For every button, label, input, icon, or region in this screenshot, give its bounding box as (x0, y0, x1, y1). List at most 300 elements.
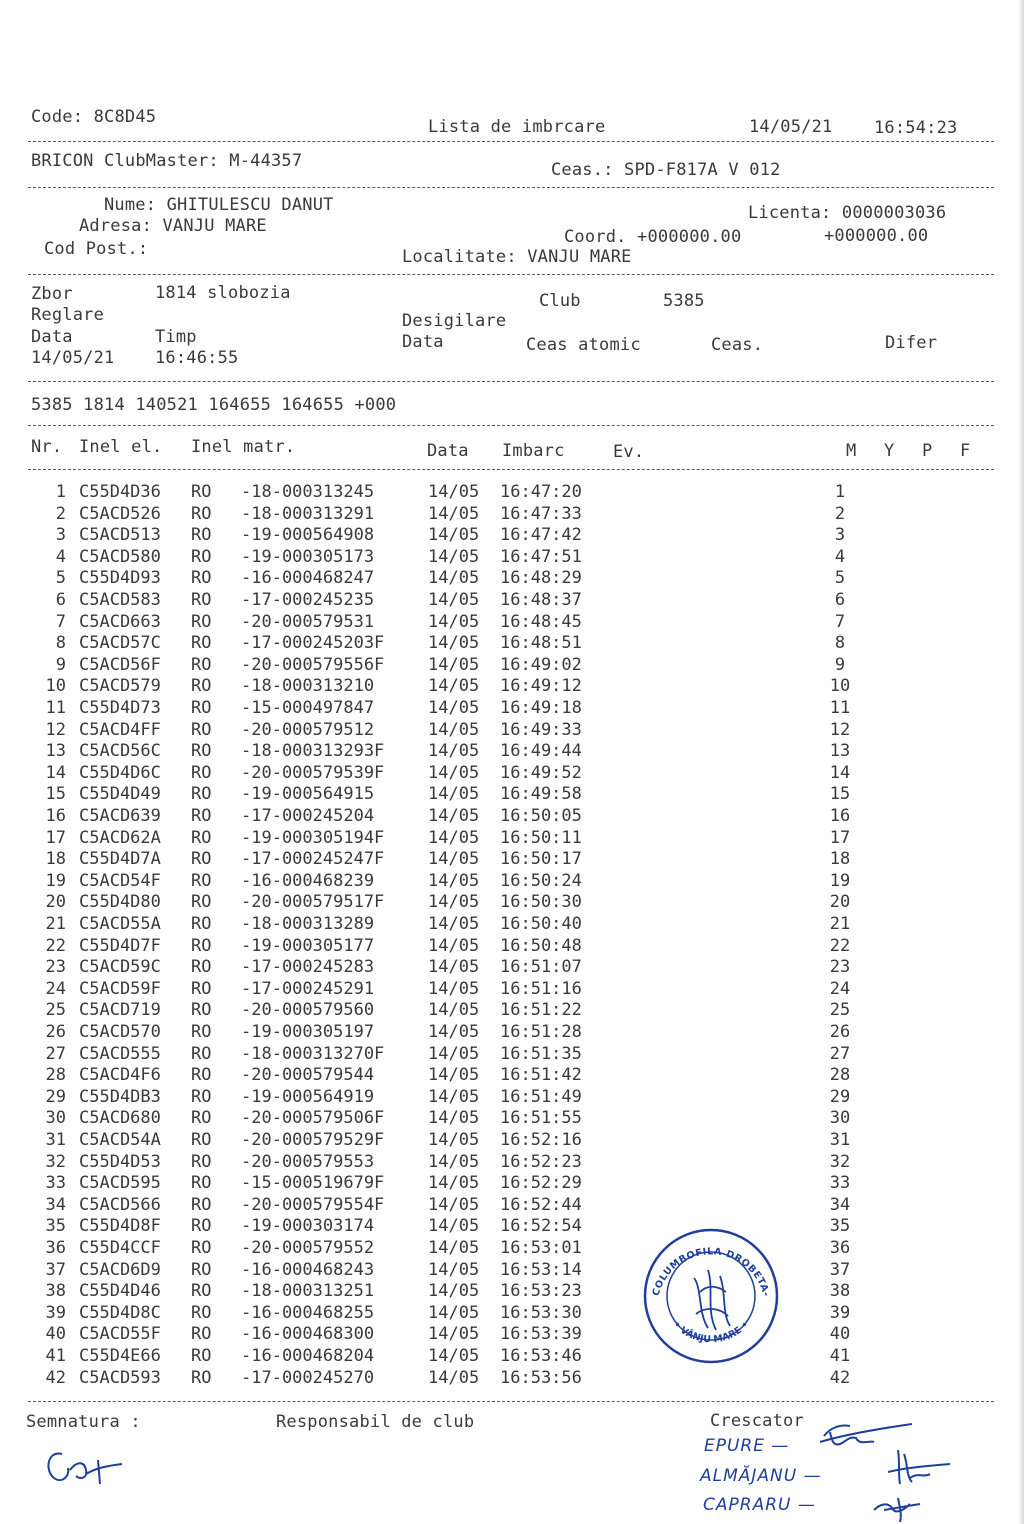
table-row (0, 956, 1024, 978)
basket-time: 16:48:37 (500, 590, 582, 610)
basket-time: 16:51:22 (500, 1000, 582, 1021)
ring-electronic: C5ACD570 (79, 1022, 161, 1042)
basket-time: 16:51:35 (500, 1043, 582, 1064)
basket-date: 14/05 (428, 568, 480, 589)
table-row (0, 567, 1024, 589)
basket-time: 16:51:49 (500, 1086, 582, 1107)
row-number: 13 (45, 741, 66, 762)
basket-date: 14/05 (428, 1130, 480, 1150)
basket-time: 16:47:51 (500, 546, 582, 567)
ring-country: RO (191, 1281, 212, 1302)
basket-time: 16:50:11 (500, 827, 582, 848)
signature-mark (40, 1440, 130, 1490)
basket-date: 14/05 (428, 482, 480, 502)
table-row (0, 1367, 1024, 1389)
ring-number: -15-000519679F (241, 1173, 385, 1194)
basket-time: 16:52:29 (500, 1173, 582, 1194)
basket-time: 16:50:48 (500, 935, 582, 956)
club-stamp (636, 1218, 786, 1372)
basket-time: 16:50:05 (500, 806, 582, 826)
unsealing-date-label: Data (402, 332, 444, 352)
row-number: 25 (45, 1000, 66, 1021)
position-m: 10 (829, 676, 851, 697)
table-row (0, 848, 1024, 870)
basket-time: 16:50:30 (500, 892, 582, 913)
divider (28, 274, 994, 275)
position-m: 31 (829, 1130, 851, 1150)
ring-electronic: C55D4D8C (79, 1302, 161, 1323)
basket-time: 16:50:17 (500, 849, 582, 870)
position-m: 20 (829, 892, 851, 913)
ring-electronic: C5ACD6D9 (79, 1259, 161, 1280)
date-label: Data (31, 327, 73, 347)
locality: Localitate: VANJU MARE (402, 247, 632, 267)
ring-electronic: C55D4D6C (79, 762, 161, 783)
table-row (0, 1107, 1024, 1129)
ring-country: RO (191, 1367, 212, 1388)
basket-time: 16:50:40 (500, 914, 582, 934)
basket-time: 16:53:56 (500, 1367, 582, 1388)
row-number: 5 (55, 568, 66, 589)
ring-electronic: C5ACD680 (79, 1108, 161, 1129)
divider (28, 381, 994, 382)
basket-time: 16:51:42 (500, 1065, 582, 1086)
basket-time: 16:48:45 (500, 611, 582, 632)
ring-country: RO (191, 654, 212, 675)
row-number: 34 (45, 1194, 66, 1215)
witness-capraru: CAPRARU — (703, 1495, 816, 1515)
ring-electronic: C5ACD55A (79, 914, 161, 934)
basket-date: 14/05 (428, 525, 480, 546)
ring-country: RO (191, 1302, 212, 1323)
basket-time: 16:49:02 (500, 654, 582, 675)
position-m: 39 (829, 1302, 851, 1323)
basket-date: 14/05 (428, 1151, 480, 1172)
basket-date: 14/05 (428, 957, 480, 978)
ring-country: RO (191, 611, 212, 632)
witness-epure: EPURE — (704, 1436, 790, 1456)
ring-country: RO (191, 1065, 212, 1086)
row-number: 21 (45, 914, 66, 934)
summary-line: 5385 1814 140521 164655 164655 +000 (31, 395, 397, 415)
clock-label: Ceas. (711, 335, 764, 355)
ring-country: RO (191, 1216, 212, 1237)
position-m: 35 (829, 1216, 851, 1237)
position-m: 41 (829, 1346, 851, 1366)
ring-country: RO (191, 741, 212, 762)
ring-electronic: C55D4D7A (79, 849, 161, 870)
basket-date: 14/05 (428, 633, 480, 654)
row-number: 35 (45, 1216, 66, 1237)
row-number: 19 (45, 870, 66, 891)
col-m: M (846, 441, 857, 461)
ring-country: RO (191, 1022, 212, 1042)
ring-number: -16-000468204 (241, 1346, 375, 1366)
ring-electronic: C5ACD513 (79, 525, 161, 546)
ring-country: RO (191, 633, 212, 654)
ring-number: -20-000579531 (241, 611, 375, 632)
stamp-seal-icon (636, 1218, 786, 1368)
code-label: Code: 8C8D45 (31, 107, 157, 127)
ring-number: -17-000245235 (241, 590, 375, 610)
club-responsible-label: Responsabil de club (276, 1412, 475, 1432)
ring-country: RO (191, 1194, 212, 1215)
basket-date: 14/05 (428, 719, 480, 740)
ring-number: -19-000305173 (241, 546, 375, 567)
ring-number: -20-000579517F (241, 892, 385, 913)
ring-number: -20-000579556F (241, 654, 385, 675)
basket-date: 14/05 (428, 611, 480, 632)
ring-number: -15-000497847 (241, 698, 375, 718)
table-row (0, 632, 1024, 654)
ring-number: -18-000313291 (241, 503, 375, 524)
position-m: 11 (829, 698, 851, 718)
ring-country: RO (191, 849, 212, 870)
position-m: 4 (834, 546, 846, 567)
row-number: 4 (55, 546, 66, 567)
basket-date: 14/05 (428, 1108, 480, 1129)
row-number: 41 (45, 1346, 66, 1366)
ring-country: RO (191, 1043, 212, 1064)
table-row (0, 1259, 1024, 1281)
ring-electronic: C5ACD4FF (79, 719, 161, 740)
witness-almajanu: ALMĂJANU — (700, 1466, 822, 1486)
basket-time: 16:49:58 (500, 784, 582, 805)
row-number: 23 (45, 957, 66, 978)
ring-number: -17-000245203F (241, 633, 385, 654)
basket-time: 16:53:14 (500, 1259, 582, 1280)
position-m: 1 (834, 482, 846, 502)
divider (28, 1401, 994, 1402)
basket-date: 14/05 (428, 935, 480, 956)
ring-number: -19-000305177 (241, 935, 375, 956)
basket-date: 14/05 (428, 503, 480, 524)
table-row (0, 805, 1024, 827)
basket-date: 14/05 (428, 1216, 480, 1237)
basket-time: 16:53:46 (500, 1346, 582, 1366)
ring-number: -20-000579554F (241, 1194, 385, 1215)
basket-time: 16:48:29 (500, 568, 582, 589)
ring-country: RO (191, 546, 212, 567)
basket-time: 16:47:33 (500, 503, 582, 524)
row-number: 39 (45, 1302, 66, 1323)
ring-electronic: C5ACD566 (79, 1194, 161, 1215)
basket-date: 14/05 (428, 978, 480, 999)
position-m: 25 (829, 1000, 851, 1021)
ring-country: RO (191, 525, 212, 546)
ring-country: RO (191, 1173, 212, 1194)
basket-date: 14/05 (428, 1324, 480, 1345)
row-number: 8 (55, 633, 66, 654)
ring-electronic: C5ACD639 (79, 806, 161, 826)
position-m: 13 (829, 741, 851, 762)
ring-number: -20-000579529F (241, 1130, 385, 1150)
basket-date: 14/05 (428, 1043, 480, 1064)
ring-electronic: C5ACD583 (79, 590, 161, 610)
ring-number: -19-000564915 (241, 784, 375, 805)
basket-time: 16:49:44 (500, 741, 582, 762)
basket-date: 14/05 (428, 806, 480, 826)
position-m: 9 (834, 654, 846, 675)
ring-electronic: C55D4D93 (79, 568, 161, 589)
row-number: 20 (45, 892, 66, 913)
col-inel-el: Inel el. (79, 437, 163, 457)
table-row (0, 503, 1024, 525)
row-number: 3 (55, 525, 66, 546)
basket-date: 14/05 (428, 698, 480, 718)
row-number: 11 (45, 698, 66, 718)
ring-number: -16-000468247 (241, 568, 375, 589)
table-row (0, 1237, 1024, 1259)
coordinates-lon: +000000.00 (824, 226, 929, 246)
ring-number: -16-000468255 (241, 1302, 375, 1323)
position-m: 17 (829, 827, 851, 848)
row-number: 37 (45, 1259, 66, 1280)
basket-time: 16:53:23 (500, 1281, 582, 1302)
ring-electronic: C55D4D53 (79, 1151, 161, 1172)
table-row (0, 1323, 1024, 1345)
basket-time: 16:47:20 (500, 482, 582, 502)
position-m: 12 (829, 719, 851, 740)
stamp-bottom-text: • VÂNJU MARE • (670, 1319, 752, 1346)
ring-electronic: C5ACD56F (79, 654, 161, 675)
ring-electronic: C5ACD595 (79, 1173, 161, 1194)
basket-time: 16:52:54 (500, 1216, 582, 1237)
row-number: 18 (45, 849, 66, 870)
row-number: 42 (45, 1367, 66, 1388)
ring-number: -19-000564908 (241, 525, 375, 546)
basket-date: 14/05 (428, 1194, 480, 1215)
ring-country: RO (191, 698, 212, 718)
row-number: 24 (45, 978, 66, 999)
clubmaster-id: BRICON ClubMaster: M-44357 (31, 151, 303, 171)
ring-electronic: C55D4E66 (79, 1346, 161, 1366)
basket-date: 14/05 (428, 1000, 480, 1021)
table-row (0, 913, 1024, 935)
basket-date: 14/05 (428, 654, 480, 675)
table-row (0, 589, 1024, 611)
table-row (0, 978, 1024, 1000)
ring-electronic: C5ACD56C (79, 741, 161, 762)
print-time: 16:54:23 (874, 118, 958, 138)
divider (28, 187, 994, 188)
position-m: 24 (829, 978, 851, 999)
ring-country: RO (191, 1151, 212, 1172)
basket-date: 14/05 (428, 1238, 480, 1258)
ring-country: RO (191, 784, 212, 805)
divider (28, 425, 994, 426)
ring-number: -17-000245291 (241, 978, 375, 999)
basket-date: 14/05 (428, 827, 480, 848)
ring-electronic: C5ACD719 (79, 1000, 161, 1021)
ring-electronic: C55D4D73 (79, 698, 161, 718)
ring-number: -17-000245283 (241, 957, 375, 978)
ring-number: -18-000313210 (241, 676, 375, 697)
coordinates-lat: Coord. +000000.00 (564, 227, 742, 247)
basket-date: 14/05 (428, 784, 480, 805)
ring-electronic: C55D4D8F (79, 1216, 161, 1237)
row-number: 28 (45, 1065, 66, 1086)
position-m: 22 (829, 935, 851, 956)
ring-country: RO (191, 1086, 212, 1107)
row-number: 17 (45, 827, 66, 848)
basket-date: 14/05 (428, 1281, 480, 1302)
basket-date: 14/05 (428, 1022, 480, 1042)
ring-electronic: C55D4D36 (79, 482, 161, 502)
basket-time: 16:52:23 (500, 1151, 582, 1172)
ring-electronic: C5ACD59C (79, 957, 161, 978)
table-row (0, 783, 1024, 805)
row-number: 33 (45, 1173, 66, 1194)
table-row (0, 611, 1024, 633)
basket-time: 16:49:18 (500, 698, 582, 718)
position-m: 40 (829, 1324, 851, 1345)
table-row (0, 999, 1024, 1021)
ring-country: RO (191, 1108, 212, 1129)
ring-country: RO (191, 1346, 212, 1366)
ring-country: RO (191, 1238, 212, 1258)
col-p: P (922, 441, 933, 461)
ring-number: -17-000245204 (241, 806, 375, 826)
ring-country: RO (191, 914, 212, 934)
table-row (0, 1064, 1024, 1086)
ring-country: RO (191, 1130, 212, 1150)
ring-country: RO (191, 590, 212, 610)
basket-date: 14/05 (428, 676, 480, 697)
ring-electronic: C5ACD579 (79, 676, 161, 697)
divider (28, 469, 994, 470)
table-row (0, 1280, 1024, 1302)
basket-time: 16:48:51 (500, 633, 582, 654)
witness-signatures (800, 1412, 950, 1522)
basket-time: 16:49:52 (500, 762, 582, 783)
position-m: 7 (834, 611, 846, 632)
table-row (0, 546, 1024, 568)
ring-number: -18-000313245 (241, 482, 375, 502)
ring-number: -20-000579560 (241, 1000, 375, 1021)
owner-name: Nume: GHITULESCU DANUT (104, 195, 334, 215)
basket-time: 16:49:12 (500, 676, 582, 697)
table-row (0, 1194, 1024, 1216)
position-m: 5 (834, 568, 846, 589)
basket-time: 16:51:07 (500, 957, 582, 978)
position-m: 16 (829, 806, 851, 826)
ring-electronic: C5ACD55F (79, 1324, 161, 1345)
row-number: 22 (45, 935, 66, 956)
ring-country: RO (191, 870, 212, 891)
postal-code: Cod Post.: (44, 239, 149, 259)
stamp-top-text: COLUMBOFILA DROBETA- (650, 1246, 772, 1298)
ring-electronic: C55D4DB3 (79, 1086, 161, 1107)
row-number: 2 (55, 503, 66, 524)
svg-text:• VÂNJU MARE • (671, 1319, 751, 1345)
row-number: 38 (45, 1281, 66, 1302)
ring-number: -20-000579539F (241, 762, 385, 783)
position-m: 42 (829, 1367, 851, 1388)
table-row (0, 481, 1024, 503)
ring-number: -16-000468239 (241, 870, 375, 891)
ring-country: RO (191, 676, 212, 697)
ring-number: -19-000303174 (241, 1216, 375, 1237)
basket-date: 14/05 (428, 741, 480, 762)
table-row (0, 1086, 1024, 1108)
ring-country: RO (191, 1000, 212, 1021)
flight-name: 1814 slobozia (155, 283, 291, 303)
ring-country: RO (191, 935, 212, 956)
ring-number: -17-000245270 (241, 1367, 375, 1388)
atomic-clock-label: Ceas atomic (526, 335, 641, 355)
table-row (0, 675, 1024, 697)
table-row (0, 1302, 1024, 1324)
ring-country: RO (191, 503, 212, 524)
basket-date: 14/05 (428, 590, 480, 610)
table-row (0, 1129, 1024, 1151)
position-m: 21 (829, 914, 851, 934)
setting-date: 14/05/21 (31, 348, 115, 368)
row-number: 7 (55, 611, 66, 632)
ring-country: RO (191, 806, 212, 826)
ring-electronic: C5ACD54F (79, 870, 161, 891)
table-row (0, 1151, 1024, 1173)
row-number: 29 (45, 1086, 66, 1107)
basket-time: 16:53:01 (500, 1238, 582, 1258)
ring-country: RO (191, 827, 212, 848)
basket-date: 14/05 (428, 870, 480, 891)
table-row (0, 697, 1024, 719)
row-number: 15 (45, 784, 66, 805)
divider (28, 141, 994, 142)
row-number: 12 (45, 719, 66, 740)
document-title: Lista de imbrcare (428, 117, 606, 137)
row-number: 40 (45, 1324, 66, 1345)
basket-date: 14/05 (428, 1302, 480, 1323)
ring-electronic: C5ACD580 (79, 546, 161, 567)
ring-country: RO (191, 892, 212, 913)
position-m: 15 (829, 784, 851, 805)
basket-date: 14/05 (428, 1173, 480, 1194)
ring-country: RO (191, 978, 212, 999)
basket-time: 16:53:30 (500, 1302, 582, 1323)
ring-country: RO (191, 1324, 212, 1345)
position-m: 23 (829, 957, 851, 978)
position-m: 28 (829, 1065, 851, 1086)
table-row (0, 1021, 1024, 1043)
row-number: 31 (45, 1130, 66, 1150)
row-number: 32 (45, 1151, 66, 1172)
ring-country: RO (191, 482, 212, 502)
position-m: 26 (829, 1022, 851, 1042)
table-row (0, 1043, 1024, 1065)
ring-electronic: C5ACD593 (79, 1367, 161, 1388)
ring-number: -20-000579552 (241, 1238, 375, 1258)
basket-time: 16:52:44 (500, 1194, 582, 1215)
col-nr: Nr. (31, 437, 63, 457)
time-label: Timp (155, 327, 197, 347)
row-number: 36 (45, 1238, 66, 1258)
setting-time: 16:46:55 (155, 348, 239, 368)
unsealing-label: Desigilare (402, 311, 507, 331)
clock-id: Ceas.: SPD-F817A V 012 (551, 160, 781, 180)
flight-label: Zbor (31, 284, 73, 304)
position-m: 38 (829, 1281, 851, 1302)
breeder-label: Crescator (710, 1411, 804, 1431)
position-m: 33 (829, 1173, 851, 1194)
ring-electronic: C5ACD663 (79, 611, 161, 632)
table-row (0, 1172, 1024, 1194)
row-number: 16 (45, 806, 66, 826)
ring-electronic: C55D4D7F (79, 935, 161, 956)
basket-date: 14/05 (428, 914, 480, 934)
